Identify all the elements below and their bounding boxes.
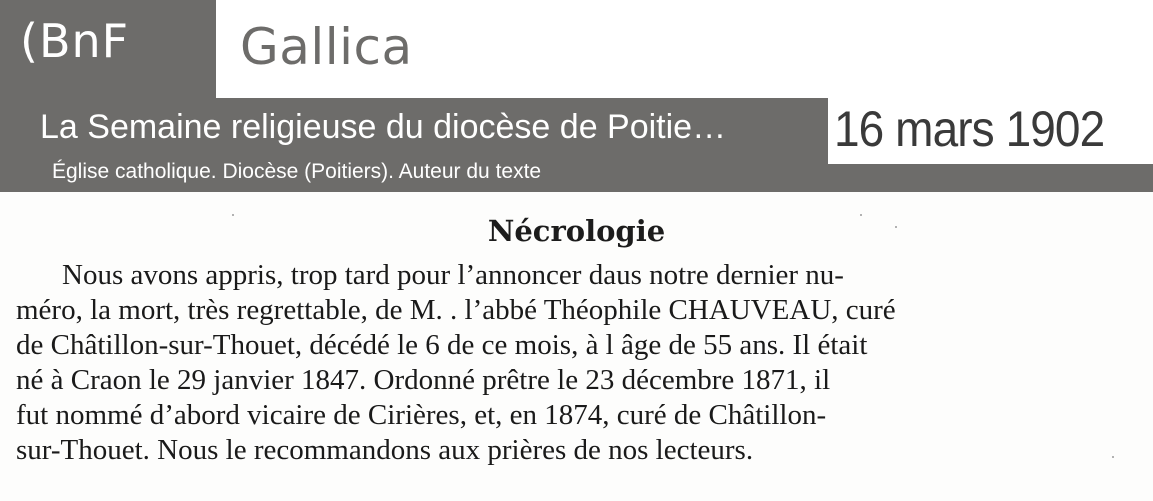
scan-speck bbox=[895, 226, 897, 228]
article-line: fut nommé d’abord vicaire de Cirières, et, en 1874, curé de Châtillon- bbox=[16, 399, 827, 431]
issue-date: 16 mars 1902 bbox=[834, 101, 1105, 157]
document-title-banner bbox=[0, 98, 828, 192]
banner-extension bbox=[828, 164, 1153, 192]
bnf-logo[interactable] bbox=[0, 0, 216, 98]
article-line: Nous avons appris, trop tard pour l’annoncer daus notre dernier nu- bbox=[62, 259, 844, 291]
document-author[interactable]: Église catholique. Diocèse (Poitiers). Auteur du texte bbox=[52, 160, 542, 183]
article-line: de Châtillon-sur-Thouet, décédé le 6 de ce mois, à l âge de 55 ans. Il était bbox=[16, 329, 868, 361]
bnf-logo-text: (BnF bbox=[20, 14, 130, 68]
article-heading: Nécrologie bbox=[487, 214, 666, 248]
article-body bbox=[16, 258, 1146, 468]
document-title[interactable]: La Semaine religieuse du diocèse de Poitie… bbox=[40, 108, 727, 146]
article-line: méro, la mort, très regrettable, de M. . l’abbé Théophile CHAUVEAU, curé bbox=[16, 294, 896, 326]
article-line: sur-Thouet. Nous le recommandons aux prières de nos lecteurs. bbox=[16, 434, 754, 466]
scan-speck bbox=[860, 214, 862, 216]
issue-date-box bbox=[828, 98, 1153, 164]
scan-speck bbox=[1112, 456, 1114, 458]
scan-speck bbox=[232, 214, 234, 216]
gallica-brand[interactable]: Gallica bbox=[240, 18, 413, 76]
article-line: né à Craon le 29 janvier 1847. Ordonné prêtre le 23 décembre 1871, il bbox=[16, 364, 831, 396]
scanned-page bbox=[0, 192, 1153, 501]
